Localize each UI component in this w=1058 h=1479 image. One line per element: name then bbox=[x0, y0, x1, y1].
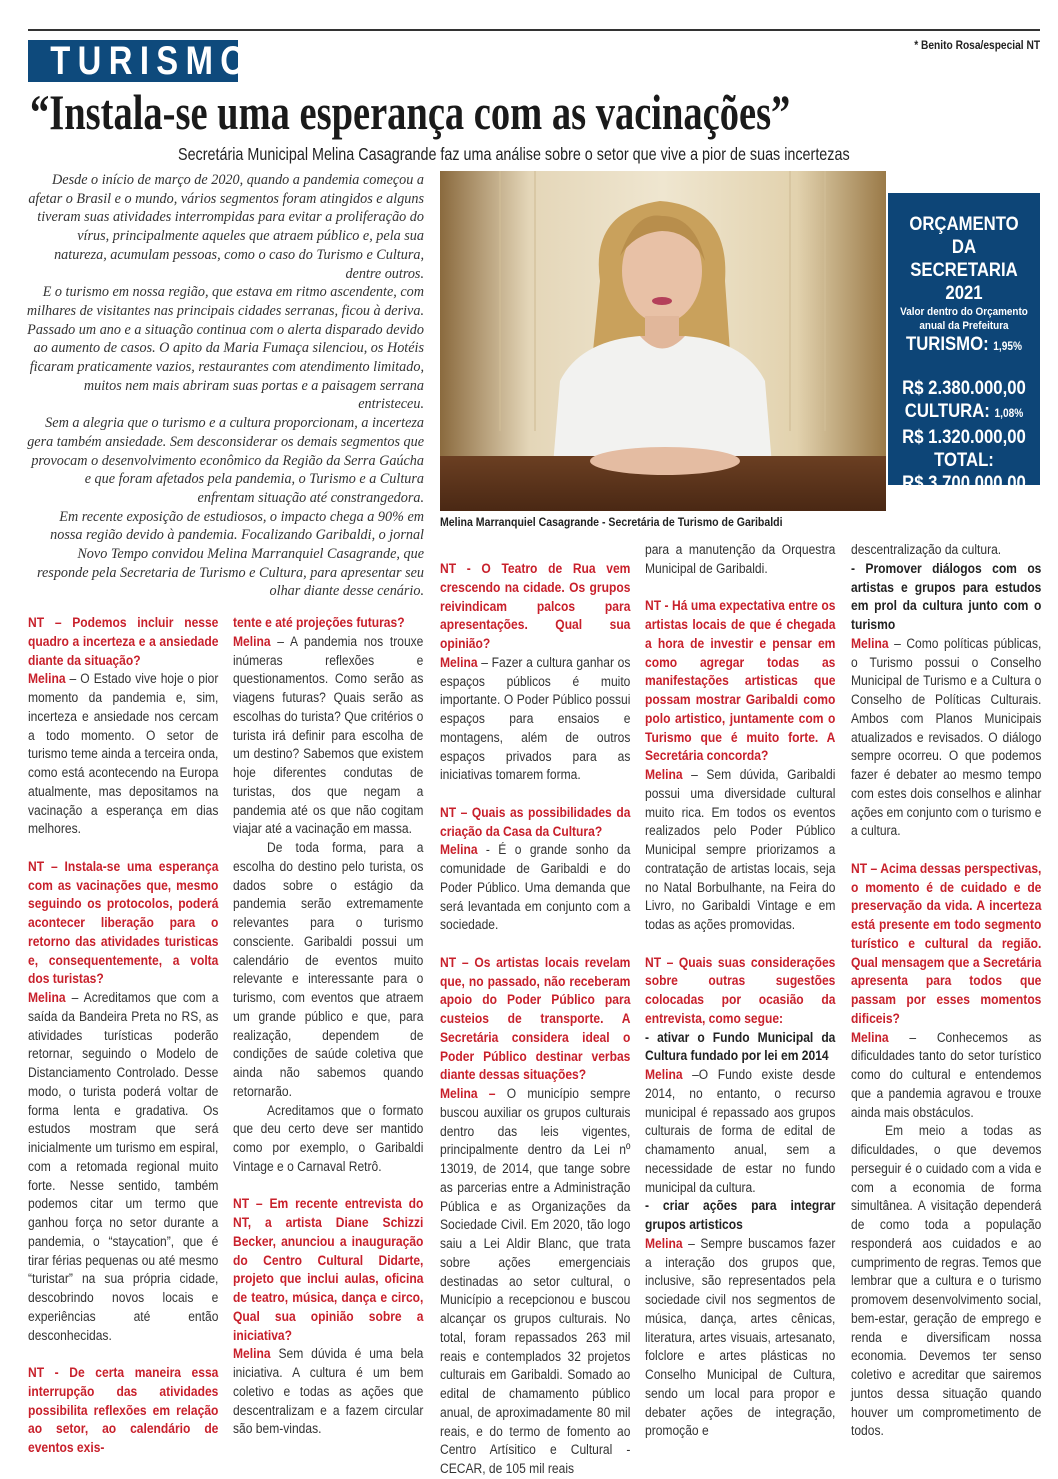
paragraph: para a manutenção da Orquestra Municipal de Garibaldi. bbox=[645, 542, 836, 577]
question: tente e até projeções futuras? bbox=[233, 615, 405, 631]
question: NT – Acima dessas perspectivas, o momento é de cuidado e de preservação da vida. A incerteza está presente em todo segmento turístico e cultural da região. Qual mensagem que a Secretária apresenta para todos que passam por esses momentos dificeis? bbox=[851, 860, 1042, 1027]
intro-paragraph: Em recente exposição de estudiosos, o impacto chega a 90% em nossa região devido à pandemia. Focalizando Garibaldi, o jornal Novo Tempo convidou Melina Marranquiel Casagrande, que responde pela Secretaria de Turismo e Cultura, para apresentar seu olhar diante desse cenário. bbox=[37, 508, 424, 600]
budget-note: Valor dentro do Orçamento bbox=[900, 306, 1028, 318]
answer bbox=[851, 635, 1041, 841]
answer-text: - É o grande sonho da comunidade de Garibaldi e do Poder Público. Uma demanda que será levantada em conjunto com a sociedade. bbox=[440, 842, 631, 934]
answer-text: – Acreditamos que com a saída da Bandeira Preta no RS, as atividades turísticas poderão retornar, seguindo o Modelo de Distanciamento Controlado. Desse modo, o turista poderá voltar de forma lenta e gradativa. Os estudos mostram que será inicialmente um turismo em espiral, com a retomada regional muito forte. Nesse sentido, também podemos citar um termo que ganhou força no setor durante a pandemia, o “staycation”, que é tirar férias pequenas ou até mesmo “turistar” na sua própria cidade, descobrindo novos locais e experiências até então desconhecidas. bbox=[28, 990, 219, 1344]
total-label: TOTAL: bbox=[934, 450, 994, 471]
cultura-pct: 1,08% bbox=[994, 408, 1024, 420]
answer bbox=[233, 1345, 423, 1439]
section-label bbox=[28, 39, 254, 83]
question: NT - Há uma expectativa entre os artistas locais de que é chegada a hora de investir e pensar em como agregar todas as manifestações artisticas que possam mostrar Garibaldi como polo artistico, juntamente com o Turismo que é muito forte. A Secretária concorda? bbox=[645, 598, 836, 765]
answer bbox=[645, 1066, 835, 1197]
speaker-label: Melina bbox=[851, 635, 889, 652]
cultura-value: R$ 1.320.000,00 bbox=[902, 427, 1026, 448]
article-column bbox=[440, 560, 630, 1479]
photo-credit: * Benito Rosa/especial NT bbox=[914, 38, 1040, 52]
answer-text: – A pandemia nos trouxe inúmeras reflexões e questionamentos. Como serão as viagens futuras? Quais serão as escolhas do turista? Que critérios o turista irá definir para escolha de um destino? Sabemos que existem hoje diferentes condutas de turistas, dos que negam a pandemia até os que não cogitam viajar até a vacinação em massa. bbox=[233, 633, 424, 838]
budget-cultura bbox=[897, 400, 1031, 426]
answer-text: – Conhecemos as dificuldades tanto do setor turístico como do cultural e entendemos que a pandemia agravou e trouxe ainda mais obstáculos. bbox=[851, 1029, 1042, 1121]
question: NT – Podemos incluir nesse quadro a incerteza e a ansiedade diante da situação? bbox=[28, 615, 219, 669]
answer-text: –O Fundo existe desde 2014, no entanto, o recurso municipal é repassado aos grupos culturais de forma de edital de chamamento anual, sem a necessidade de estar no fundo municipal da cultura. bbox=[645, 1067, 836, 1196]
question: NT - De certa maneira essa interrupção das atividades possibilita reflexões em relação ao setor, ao calendário de eventos exis- bbox=[28, 1365, 219, 1456]
answer-text: – Fazer a cultura ganhar os espaços públicos é muito importante. O Poder Público possui espaços para ensaios e montagens, além de outros espaços privados para as iniciativas tomarem forma. bbox=[440, 654, 631, 784]
suggestion: - criar ações para integrar grupos artisticos bbox=[645, 1198, 836, 1233]
speaker-label: Melina bbox=[440, 842, 478, 859]
speaker-label: Melina bbox=[645, 1235, 683, 1252]
intro-paragraph: E o turismo em nossa região, que estava em ritmo ascendente, com milhares de visitantes nas principais cidades serranas, ficou à deriva. Passado um ano e a situação continua com o alerta disparado devido ao aumento de casos. O apito da Maria Fumaça silenciou, os Hotéis ficaram praticamente vazios, restaurantes com atendimento limitado, muitos nem mais abriram suas portas e a paisagem serrana entristeceu. bbox=[26, 284, 424, 413]
speaker-label: Melina bbox=[233, 1346, 271, 1363]
article-column bbox=[851, 541, 1041, 1441]
turismo-value: R$ 2.380.000,00 bbox=[902, 378, 1026, 399]
budget-title: 2021 bbox=[945, 283, 983, 304]
budget-note: anual da Prefeitura bbox=[919, 320, 1009, 332]
question: NT – Instala-se uma esperança com as vacinações que, mesmo seguindo os protocolos, poderá acontecer liberação para o retorno das atividades turisticas e, consequentemente, a volta dos turistas? bbox=[28, 858, 219, 988]
speaker-label: Melina bbox=[440, 654, 478, 671]
paragraph: Acreditamos que o formato que deu certo deve ser mantido como por exemplo, o Garibaldi Vintage e o Carnaval Retrô. bbox=[233, 1102, 424, 1175]
answer bbox=[28, 670, 218, 839]
answer bbox=[440, 1085, 630, 1479]
cultura-label: CULTURA: bbox=[904, 401, 990, 422]
answer bbox=[233, 633, 423, 839]
question: NT – Os artistas locais revelam que, no passado, não receberam apoio do Poder Público para custeios de transporte. A Secretária considera ideal o Poder Público destinar verbas diante dessas situações? bbox=[440, 954, 631, 1084]
answer bbox=[440, 654, 630, 785]
speaker-label: Melina bbox=[645, 1067, 683, 1083]
article-column bbox=[28, 614, 218, 1458]
photo-caption: Melina Marranquiel Casagrande - Secretária de Turismo de Garibaldi bbox=[440, 515, 783, 529]
budget-turismo bbox=[897, 333, 1031, 359]
answer-text: O município sempre buscou auxiliar os grupos culturais dentro das leis vigentes, principalmente dentro da Lei nº 13019, de 2014, que tange sobre as parcerias entre a Administração Pública e as Organizações da Sociedade Civil. Em 2020, tão logo saiu a Lei Aldir Blanc, que trata sobre ações emergenciais destinadas ao setor cultural, o Município a recepcionou e buscou alcançar os grupos culturais. No total, foram repassados 263 mil reais e contemplados 32 projetos culturais em Garibaldi. Somado ao edital de chamamento público anual, de aproximadamente 80 mil reais, e do termo de fomento ao Centro Artísitico e Cultural - CECAR, de 105 mil reais bbox=[440, 1086, 631, 1477]
answer-text: Sem dúvida é uma bela iniciativa. A cultura é um bem coletivo e todas as ações que descentralizam e a fazem circular são bem-vindas. bbox=[233, 1346, 424, 1438]
paragraph: descentralização da cultura. bbox=[851, 542, 1002, 558]
speaker-label: Melina – bbox=[440, 1086, 496, 1102]
question: NT - O Teatro de Rua vem crescendo na cidade. Os grupos reivindicam palcos para apresentações. Qual sua opinião? bbox=[440, 561, 631, 652]
answer-text: – O Estado vive hoje o pior momento da pandemia e, sim, incerteza e ansiedade nos cercam a todo momento. O setor de turismo teme ainda a terceira onda, como está acontecendo na Europa atualmente, mas depositamos na vacinação a esperança em dias melhores. bbox=[28, 671, 219, 838]
turismo-label: TURISMO: bbox=[905, 334, 989, 355]
speaker-label: Melina bbox=[233, 633, 271, 650]
answer-text: – Como políticas públicas, o Turismo possui o Conselho Municipal de Turismo e a Cultura o Conselho de Políticas Culturais. Ambos com Planos Municipais atualizados e revisados. O diálogo sempre ocorreu. O que podemos fazer é debater ao mesmo tempo com estes dois conselhos e alinhar ações em conjunto com o turismo e a cultura. bbox=[851, 635, 1042, 840]
article-column bbox=[645, 541, 835, 1441]
speaker-label: Melina bbox=[28, 671, 66, 688]
budget-box bbox=[888, 193, 1040, 494]
answer bbox=[440, 841, 630, 935]
article-column bbox=[233, 614, 423, 1439]
turismo-pct: 1,95% bbox=[993, 341, 1022, 353]
suggestion: - Promover diálogos com os artistas e grupos para estudos em prol da cultura junto com o turismo bbox=[851, 560, 1042, 633]
section-label-text: TURISMO bbox=[50, 39, 254, 83]
speaker-label: Melina bbox=[28, 990, 66, 1006]
budget-title: DA SECRETARIA bbox=[910, 237, 1018, 281]
answer bbox=[645, 1235, 835, 1441]
answer bbox=[28, 989, 218, 1345]
question: NT – Quais suas considerações sobre outras sugestões colocadas por ocasião da entrevista, como segue: bbox=[645, 954, 836, 1027]
intro-paragraph: Desde o início de março de 2020, quando a pandemia começou a afetar o Brasil e o mundo, vários segmentos foram atingidos e alguns tiveram suas atividades interrompidas para evitar a proliferação do vírus, principalmente aqueles que atraem público e, pela sua natureza, acumulam pessoas, como o caso do Turismo e Cultura, dentre outros. bbox=[28, 172, 424, 282]
answer bbox=[851, 1029, 1041, 1123]
subtitle: Secretária Municipal Melina Casagrande faz uma análise sobre o setor que vive a pior de suas incertezas bbox=[178, 144, 850, 164]
intro-paragraph: Sem a alegria que o turismo e a cultura proporcionam, a incerteza gera também ansiedade. Sem desconsiderar os demais segmentos que provocam o desenvolvimento econômico da Região da Serra Gaúcha e que foram afetados pela pandemia, o Turismo e a Cultura enfrentam situação até constrangedora. bbox=[27, 415, 424, 506]
answer bbox=[645, 766, 835, 935]
speaker-label: Melina bbox=[851, 1029, 889, 1046]
top-rule bbox=[28, 29, 1040, 31]
speaker-label: Melina bbox=[645, 767, 683, 783]
paragraph: De toda forma, para a escolha do destino pelo turista, os dados sobre o estágio da pandemia serão extremamente relevantes para o turismo consciente. Garibaldi possui um calendário de eventos muito relevante e interessante para o turismo, com eventos que atraem um grande público e que, para realização, dependem de condições de saúde coletiva que ainda não sabemos quando retornarão. bbox=[233, 840, 424, 1100]
question: NT – Em recente entrevista do NT, a artista Diane Schizzi Becker, anunciou a inauguração do Centro Cultural Didarte, projeto que inclui aulas, oficina de teatro, música, dança e circo, Qual sua opinião sobre a iniciativa? bbox=[233, 1196, 424, 1344]
suggestion: - ativar o Fundo Municipal da Cultura fundado por lei em 2014 bbox=[645, 1029, 836, 1065]
portrait-photo bbox=[440, 171, 886, 511]
total-value: R$ 3.700.000,00 bbox=[902, 473, 1026, 494]
answer-text: – Sempre buscamos fazer a interação dos grupos que, inclusive, são representados pela sociedade civil nos segmentos de música, dança, artes cênicas, literatura, artes visuais, artesanato, folclore e artes plásticas no Conselho Municipal de Cultura, sendo um local para propor e debater ações de integração, promoção e bbox=[645, 1235, 836, 1440]
budget-title: ORÇAMENTO bbox=[909, 214, 1019, 235]
question: NT – Quais as possibilidades da criação da Casa da Cultura? bbox=[440, 804, 631, 840]
intro-text bbox=[26, 171, 424, 601]
paragraph: Em meio a todas as dificuldades, o que devemos perseguir é o cuidado com a vida e com a economia de forma simultânea. A visitação dependerá de como toda a população responderá aos cuidados e ao cumprimento de regras. Temos que lembrar que a cultura e o turismo promovem desenvolvimento social, bem-estar, geração de emprego e renda e diversificam nossa economia. Devemos ter senso coletivo e acreditar que sairemos juntos dessa situação quando houver um comprometimento de todos. bbox=[851, 1123, 1042, 1440]
headline: “Instala-se uma esperança com as vacinações” bbox=[30, 84, 791, 140]
answer-text: – Sem dúvida, Garibaldi possui uma diversidade cultural muito rica. Em todos os eventos realizados pelo Poder Público Municipal sempre priorizamos a contratação de artistas locais, seja no Natal Borbulhante, na Feira do Livro, no Garibaldi Vintage e em todas as ações promovidas. bbox=[645, 767, 836, 933]
